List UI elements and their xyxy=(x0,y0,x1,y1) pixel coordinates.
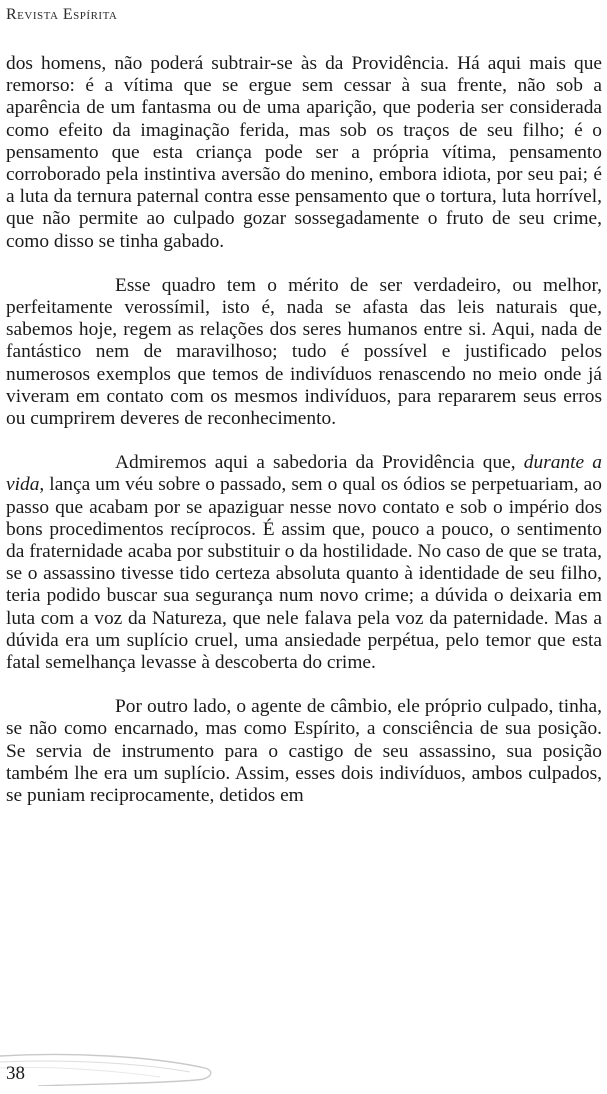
running-header: Revista Espírita xyxy=(6,6,118,23)
paragraph-4-text: Por outro lado, o agente de câmbio, ele próprio culpado, tinha, se não como encarnado, mas como Espírito, a consciência de sua posição. Se servia de instrumento para o castigo de seu assassino, sua posição também lhe era um suplício. Assim, esses dois indivíduos, ambos culpados, se puniam reciprocamente, detidos em xyxy=(6,696,602,807)
page-ornament-swirl xyxy=(0,1050,240,1086)
paragraph-3-emphasis: durante a vida xyxy=(6,452,602,496)
paragraph-2 xyxy=(6,275,602,430)
paragraph-1-text: dos homens, não poderá subtrair-se às da Providência. Há aqui mais que remorso: é a vítima que se ergue sem cessar à sua frente, não sob a aparência de um fantasma ou de uma aparição, que poderia ser considerada como efeito da imaginação ferida, mas sob os traços de seu filho; é o pensamento que esta criança pode ser a própria vítima, pensamento corroborado pela instintiva aversão do menino, embora idiota, por seu pai; é a luta da ternura paternal contra esse pensamento que o tortura, luta horrível, que não permite ao culpado gozar sossegadamente o fruto de seu crime, como disso se tinha gabado. xyxy=(6,53,602,252)
paragraph-2-text: Esse quadro tem o mérito de ser verdadeiro, ou melhor, perfeitamente verossímil, isto é, nada se afasta das leis naturais que, sabemos hoje, regem as relações dos seres humanos entre si. Aqui, nada de fantástico nem de maravilhoso; tudo é possível e justificado pelos numerosos exemplos que temos de indivíduos renascendo no meio onde já viveram em contato com os mesmos indivíduos, para repararem seus erros ou cumprirem deveres de reconhecimento. xyxy=(6,274,602,430)
paragraph-1 xyxy=(6,53,602,253)
paragraph-3-text-start: Admiremos aqui a sabedoria da Providência que, xyxy=(115,452,524,474)
text-body xyxy=(6,53,602,807)
paragraph-4 xyxy=(6,696,602,807)
page-number: 38 xyxy=(6,1063,25,1084)
paragraph-3 xyxy=(6,452,602,674)
paragraph-3-text-end: , lança um véu sobre o passado, sem o qual os ódios se perpetuariam, ao passo que acabam por se apaziguar nesse novo contato e sob o império dos bons procedimentos recíprocos. É assim que, pouco a pouco, o sentimento da fraternidade acaba por substituir o da hostilidade. No caso de que se trata, se o assassino tivesse tido certeza absoluta quanto à identidade de seu filho, teria podido buscar sua segurança num novo crime; a dúvida o deixaria em luta com a voz da Natureza, que nele falava pela voz da paternidade. Mas a dúvida era um suplício cruel, uma ansiedade perpétua, pelo temor que esta fatal semelhança levasse à descoberta do crime. xyxy=(6,474,602,674)
